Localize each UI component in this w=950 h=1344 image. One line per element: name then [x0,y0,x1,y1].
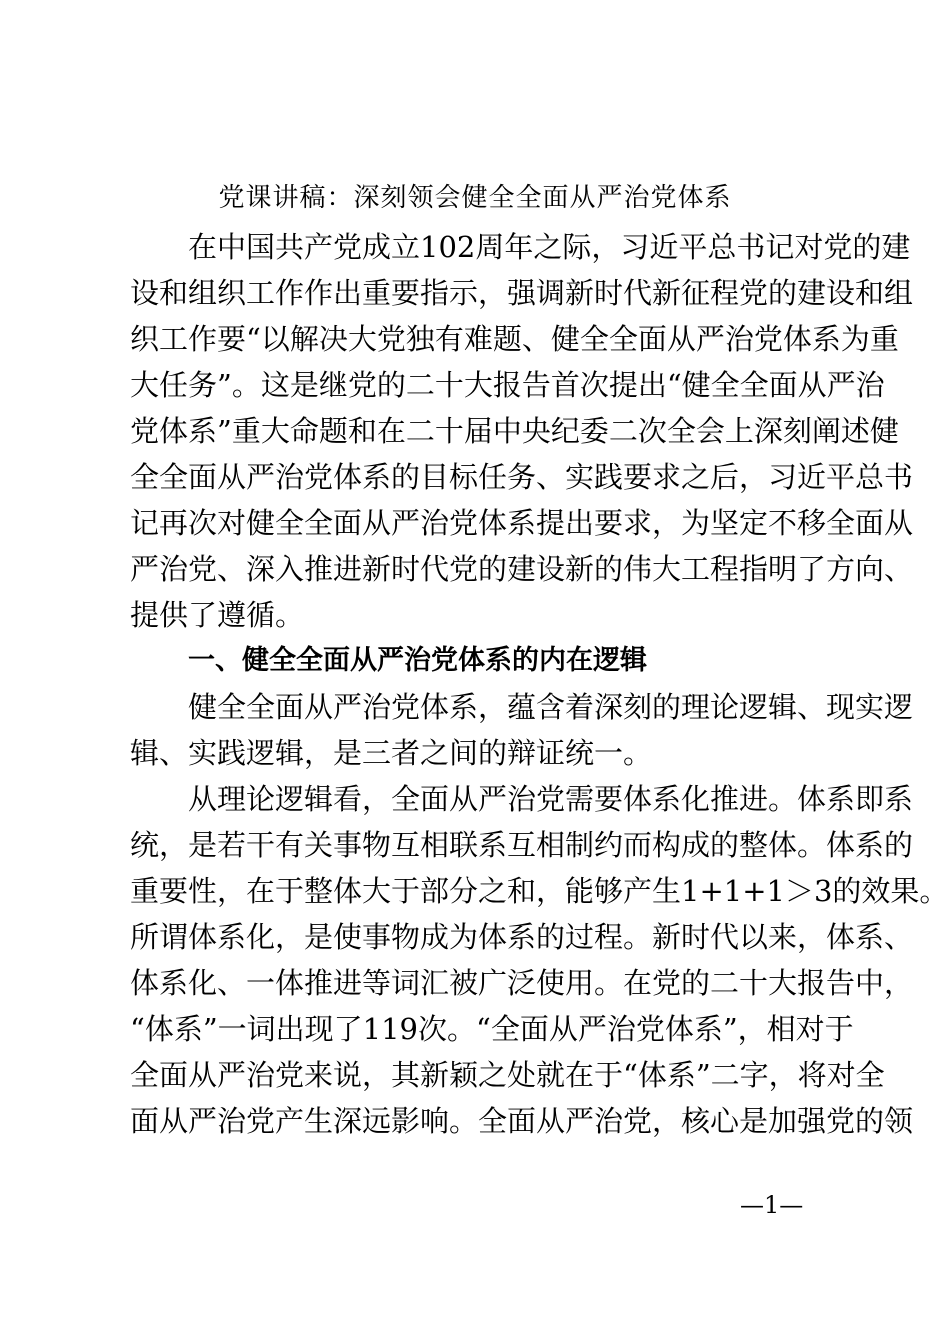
text-line: 所谓体系化，是使事物成为体系的过程。新时代以来，体系、 [130,920,914,954]
text-line: 统，是若干有关事物互相联系互相制约而构成的整体。体系的 [130,828,914,862]
text-line: 一、健全全面从严治党体系的内在逻辑 [188,645,647,676]
paragraph [130,776,949,1144]
text-line: 大任务”。这是继党的二十大报告首次提出“健全全面从严治 [130,368,885,402]
paragraph [130,224,914,638]
text-line: 记再次对健全全面从严治党体系提出要求，为坚定不移全面从 [130,506,914,540]
text-line: 设和组织工作作出重要指示，强调新时代新征程党的建设和组 [130,276,914,310]
text-line: 重要性，在于整体大于部分之和，能够产生1+1+1＞3的效果。 [130,874,949,908]
text-line: 面从严治党产生深远影响。全面从严治党，核心是加强党的领 [130,1104,914,1138]
section-heading [130,638,830,684]
text-line: 全面从严治党来说，其新颖之处就在于“体系”二字，将对全 [130,1058,885,1092]
text-line: 从理论逻辑看，全面从严治党需要体系化推进。体系即系 [188,782,914,816]
text-line: 在中国共产党成立102周年之际，习近平总书记对党的建 [188,230,911,264]
text-line: 体系化、一体推进等词汇被广泛使用。在党的二十大报告中， [130,966,914,1000]
paragraph [130,684,914,776]
text-line: 严治党、深入推进新时代党的建设新的伟大工程指明了方向、 [130,552,914,586]
page-number: —1— [740,1191,804,1219]
text-line: 提供了遵循。 [130,598,305,632]
text-line: 党体系”重大命题和在二十届中央纪委二次全会上深刻阐述健 [130,414,899,448]
document-body [130,224,949,1144]
text-line: 织工作要“以解决大党独有难题、健全全面从严治党体系为重 [130,322,899,356]
text-line: 全全面从严治党体系的目标任务、实践要求之后，习近平总书 [130,460,914,494]
text-line: 辑、实践逻辑，是三者之间的辩证统一。 [130,736,653,770]
document-title: 党课讲稿：深刻领会健全全面从严治党体系 [218,183,732,213]
text-line: “体系”一词出现了119次。“全面从严治党体系”，相对于 [130,1012,854,1046]
text-line: 健全全面从严治党体系，蕴含着深刻的理论逻辑、现实逻 [188,690,914,724]
